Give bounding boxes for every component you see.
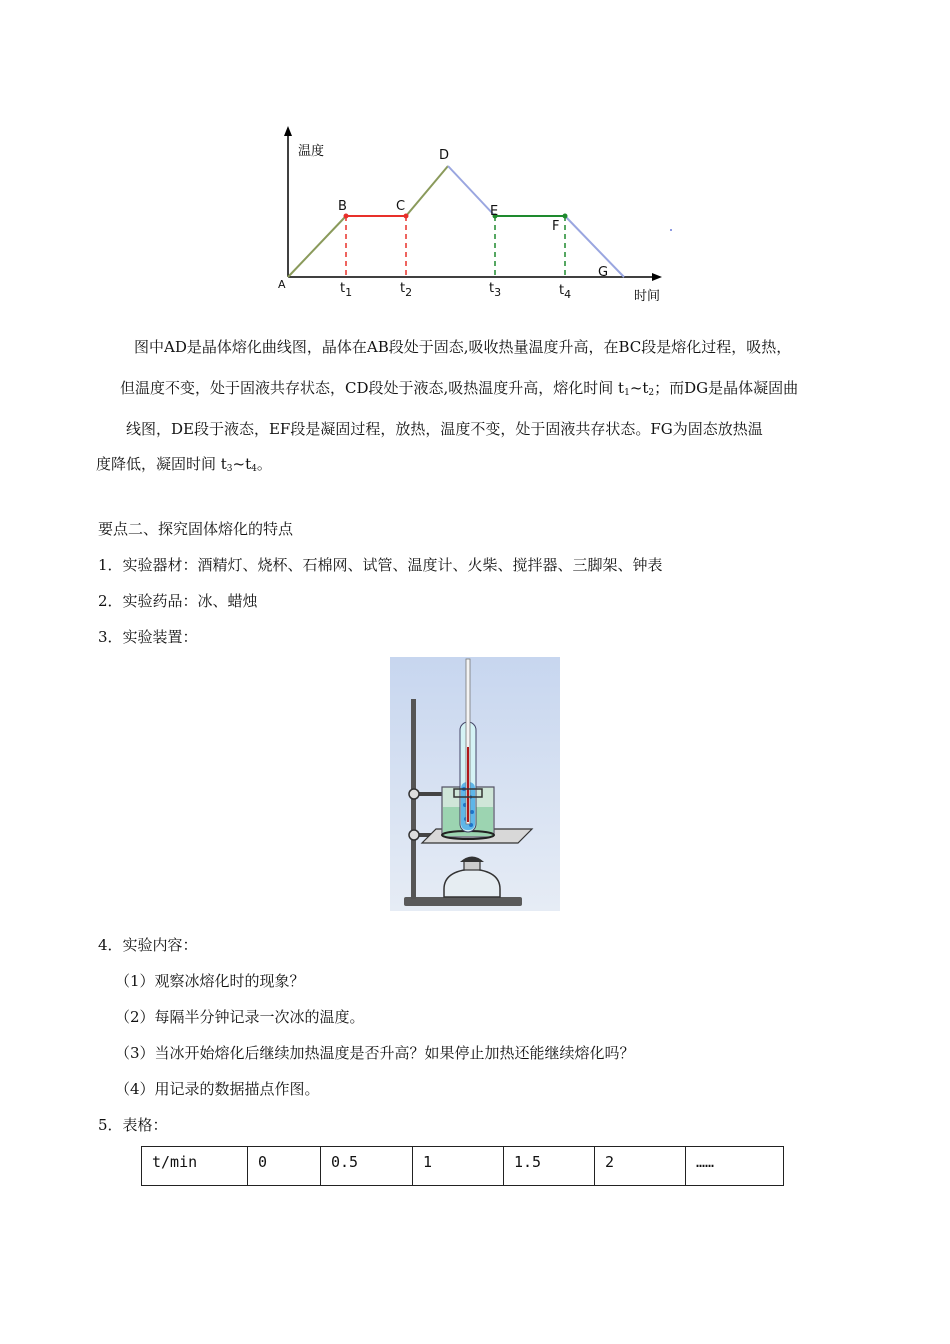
explanation-line-3: 线图，DE段于液态，EF段是凝固过程，放热，温度不变，处于固液共存状态。FG为固态放热温 (126, 420, 763, 438)
explanation-line-1: 图中AD是晶体熔化曲线图，晶体在AB段处于固态,吸收热量温度升高，在BC段是熔化过程，吸热， (134, 338, 792, 356)
point-label-f: F (552, 219, 560, 234)
experiment-apparatus-image (390, 657, 560, 911)
clamp-knob-lower (409, 830, 419, 840)
stand-base (404, 897, 522, 906)
content-step-1: （1）观察冰熔化时的现象？ (115, 972, 305, 990)
curve-explanation (96, 0, 876, 480)
point-label-a: A (278, 278, 286, 291)
y-axis-label: 温度 (298, 144, 325, 159)
item-content: 4．实验内容： (98, 936, 198, 954)
table-row (142, 1147, 784, 1186)
alcohol-lamp (444, 869, 500, 897)
lamp-neck (464, 861, 480, 870)
point-label-e: E (490, 204, 499, 219)
thermometer-liquid (467, 747, 469, 822)
explanation-line-4: 度降低，凝固时间 $t_3\sim t_4$。 (96, 455, 272, 474)
tick-label-t3: $t_3$ (489, 281, 502, 299)
table-cell: 1 (413, 1147, 504, 1186)
x-axis-label: 时间 (634, 289, 661, 304)
content-step-3: （3）当冰开始熔化后继续加热温度是否升高？如果停止加热还能继续熔化吗？ (115, 1044, 635, 1062)
item-table: 5．表格： (98, 1116, 168, 1134)
section-heading: 要点二、探究固体熔化的特点 (98, 520, 294, 538)
tick-label-t4: $t_4$ (559, 283, 572, 301)
item-reagents: 2．实验药品：冰、蜡烛 (98, 592, 258, 610)
point-label-c: C (396, 199, 406, 214)
table-cell: 0 (248, 1147, 321, 1186)
table-cell: 0.5 (321, 1147, 413, 1186)
point-label-d: D (439, 148, 450, 163)
clamp-knob-upper (409, 789, 419, 799)
content-step-2: （2）每隔半分钟记录一次冰的温度。 (115, 1008, 365, 1026)
temperature-record-table (141, 1146, 784, 1186)
point-label-b: B (338, 199, 347, 214)
tick-label-t2: $t_2$ (400, 281, 413, 299)
item-equipment: 1．实验器材：酒精灯、烧杯、石棉网、试管、温度计、火柴、搅拌器、三脚架、钟表 (98, 556, 663, 574)
table-cell: 2 (595, 1147, 686, 1186)
explanation-line-2: 但温度不变，处于固液共存状态，CD段处于液态,吸热温度升高，熔化时间 $t_1\sim t_2$；而DG是晶体凝固曲 (120, 379, 799, 398)
table-cell: 1.5 (504, 1147, 595, 1186)
item-apparatus: 3．实验装置： (98, 628, 198, 646)
content-step-4: （4）用记录的数据描点作图。 (115, 1080, 320, 1098)
point-label-g: G (598, 265, 609, 280)
tick-label-t1: $t_1$ (340, 281, 353, 299)
table-cell: …… (686, 1147, 784, 1186)
table-cell: t/min (142, 1147, 248, 1186)
